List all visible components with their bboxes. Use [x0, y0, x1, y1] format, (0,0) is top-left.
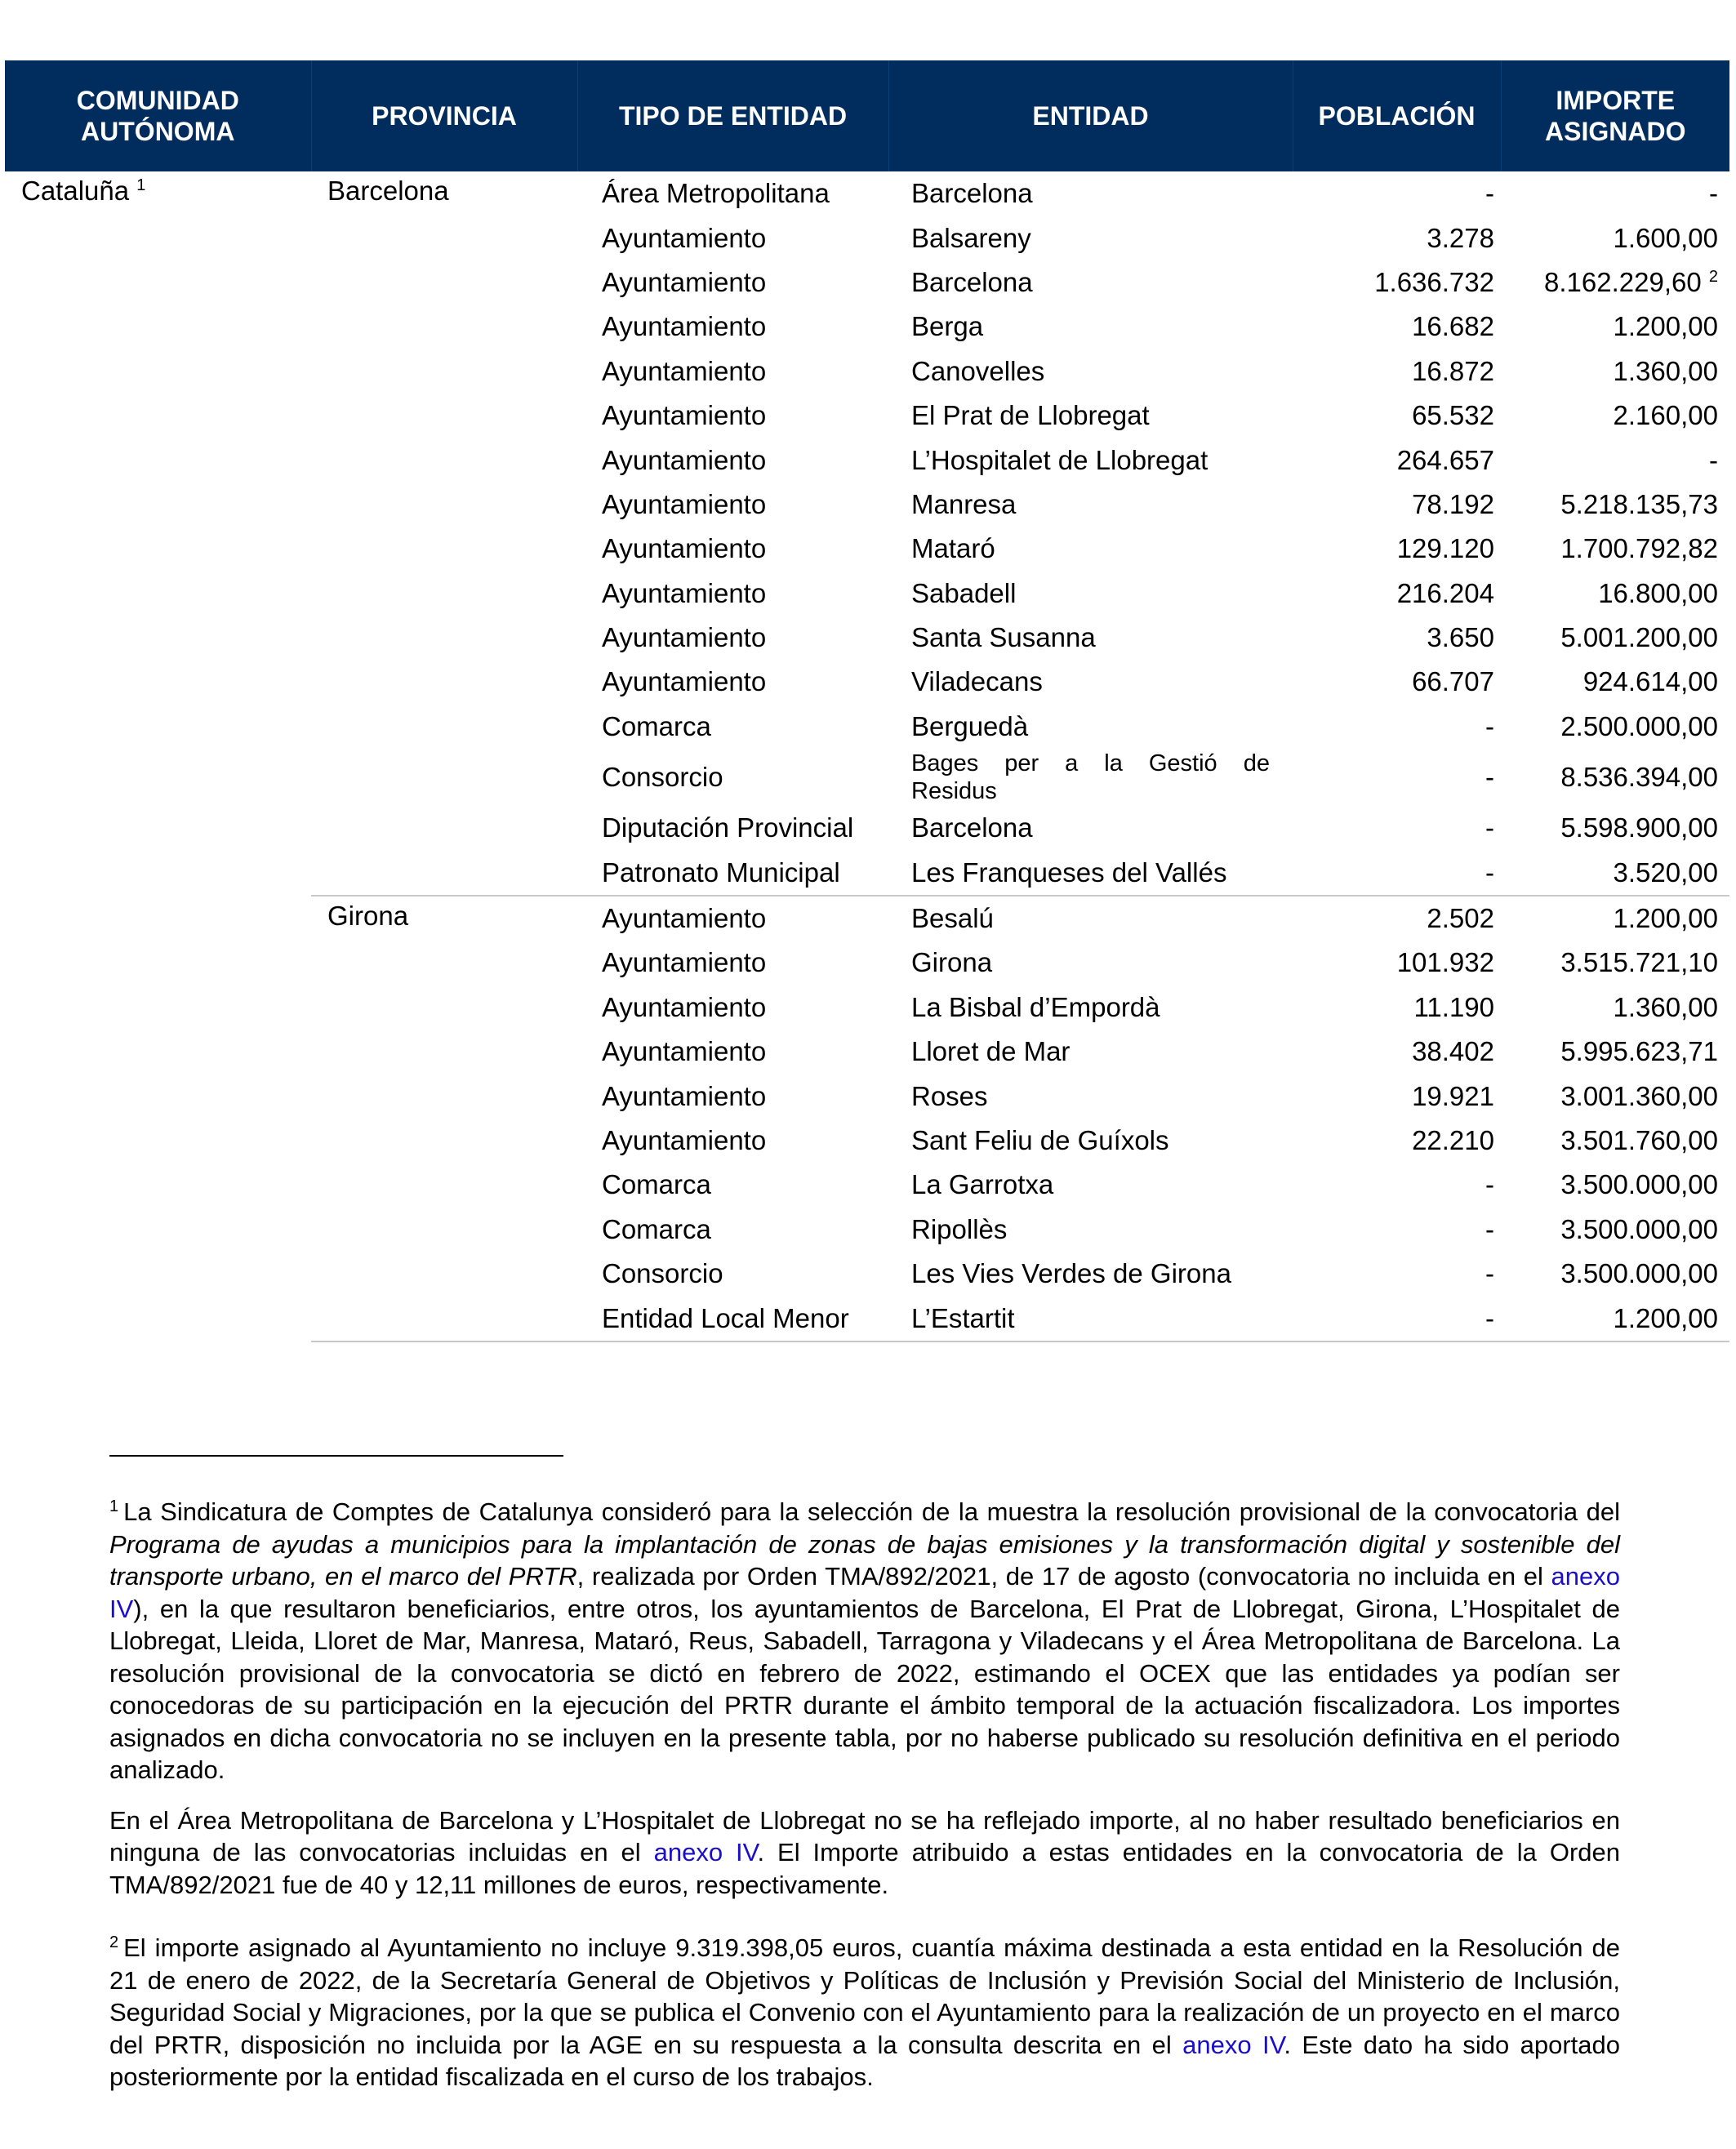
footnote-1-number: 1	[109, 1497, 119, 1515]
table-header	[5, 60, 1729, 171]
importe-value: 3.500.000,00	[1560, 1169, 1718, 1200]
entidad-line-1	[911, 750, 1293, 777]
importe-value: 3.501.760,00	[1560, 1125, 1718, 1155]
importe-value: 8.536.394,00	[1560, 762, 1718, 793]
footnote-2-number: 2	[109, 1933, 119, 1951]
cell-poblacion: 65.532	[1412, 400, 1494, 431]
cell-entidad: L’Hospitalet de Llobregat	[911, 444, 1209, 475]
importe-value: 1.200,00	[1613, 1302, 1718, 1333]
cell-poblacion: -	[1485, 762, 1494, 793]
cell-poblacion: 66.707	[1412, 666, 1494, 697]
cell-poblacion: 101.932	[1396, 947, 1494, 978]
cell-tipo: Ayuntamiento	[602, 622, 767, 653]
footnote-2-anexo-link[interactable]: anexo IV	[1182, 2030, 1284, 2059]
cell-poblacion: 3.650	[1427, 622, 1494, 653]
footnote-1b-text-b: . El Importe atribuido a estas entidades en la convocatoria de la Orden TMA/892/2021 fue de 40 y 12,11 millones de euros, respectivamente.	[109, 1838, 1620, 1899]
cell-poblacion: 11.190	[1413, 991, 1494, 1022]
cell-tipo: Ayuntamiento	[602, 488, 767, 519]
cell-tipo: Ayuntamiento	[602, 533, 767, 564]
cell-entidad: Balsareny	[911, 222, 1031, 253]
cell-provincia: Girona	[311, 896, 577, 1341]
importe-value: 2.160,00	[1613, 400, 1718, 431]
footnote-ref-2: 2	[1708, 267, 1718, 286]
header-importe: IMPORTE ASIGNADO	[1501, 60, 1729, 171]
cell-entidad: Besalú	[911, 903, 994, 934]
cell-tipo: Ayuntamiento	[602, 666, 767, 697]
cell-poblacion: -	[1485, 812, 1494, 843]
importe-value: 3.515.721,10	[1560, 947, 1718, 978]
cell-tipo: Diputación Provincial	[602, 812, 854, 843]
entidad-word: Gestió	[1148, 750, 1217, 777]
cell-entidad: La Garrotxa	[911, 1169, 1054, 1200]
cell-importe	[1501, 438, 1729, 482]
importe-value: 924.614,00	[1582, 666, 1718, 697]
cell-importe	[1501, 171, 1729, 216]
cell-importe	[1501, 483, 1729, 527]
cell-poblacion: 78.192	[1412, 488, 1494, 519]
importe-value: 1.200,00	[1613, 311, 1718, 342]
cell-tipo: Ayuntamiento	[602, 400, 767, 431]
comunidad-name: Cataluña	[21, 176, 130, 206]
footnote-2-text-a: El importe asignado al Ayuntamiento no incluye 9.319.398,05 euros, cuantía máxima destinada a esta entidad en la Resolución de 21 de enero de 2022, de la Secretaría General de Objetivos y Políticas de Inclusión y Previsión Social del Ministerio de Inclusión, Seguridad Social y Migraciones, por la que se publica el Convenio con el Ayuntamiento para la realización de un proyecto en el marco del PRTR, disposición no incluida por la AGE en su respuesta a la consulta descrita en el	[109, 1933, 1620, 2059]
cell-entidad: Manresa	[911, 488, 1017, 519]
cell-poblacion: 129.120	[1396, 533, 1494, 564]
cell-tipo: Ayuntamiento	[602, 1125, 767, 1155]
footnote-1	[109, 1496, 1620, 1786]
cell-poblacion: -	[1293, 850, 1501, 895]
cell-entidad: Sabadell	[911, 577, 1017, 608]
importe-value: -	[1709, 178, 1718, 209]
cell-tipo: Ayuntamiento	[602, 991, 767, 1022]
footnote-1-text-b: , realizada por Orden TMA/892/2021, de 17 de agosto (convocatoria no incluida en el	[576, 1562, 1551, 1591]
cell-entidad: Barcelona	[911, 178, 1033, 209]
cell-poblacion: -	[1485, 178, 1494, 209]
cell-poblacion: 38.402	[1412, 1036, 1494, 1067]
table-body	[5, 171, 1729, 1341]
cell-entidad: Viladecans	[911, 666, 1043, 697]
entidad-word: a	[1065, 750, 1079, 777]
cell-tipo: Ayuntamiento	[602, 444, 767, 475]
footnote-1-text-a: La Sindicatura de Comptes de Catalunya consideró para la selección de la muestra la resolución provisional de la convocatoria del	[123, 1497, 1620, 1526]
cell-entidad	[888, 749, 1293, 806]
cell-importe	[1501, 1296, 1729, 1341]
footnote-1b-anexo-link[interactable]: anexo IV	[653, 1838, 758, 1866]
importe-value: 8.162.229,60	[1544, 266, 1702, 297]
cell-importe	[1501, 216, 1729, 260]
cell-entidad: Berguedà	[911, 710, 1029, 741]
cell-importe	[1501, 1208, 1729, 1252]
cell-poblacion: -	[1485, 1169, 1494, 1200]
cell-poblacion: -	[1485, 1258, 1494, 1289]
cell-importe	[1501, 1252, 1729, 1296]
importe-value: 2.500.000,00	[1560, 710, 1718, 741]
footnote-1-anexo-link[interactable]: anexo IV	[109, 1562, 1621, 1623]
cell-entidad: Les Franqueses del Vallés	[888, 850, 1293, 895]
cell-importe	[1501, 1119, 1729, 1163]
cell-poblacion: 264.657	[1396, 444, 1494, 475]
cell-importe	[1501, 260, 1729, 305]
cell-tipo: Consorcio	[602, 762, 723, 793]
cell-importe	[1501, 1163, 1729, 1207]
cell-poblacion: 19.921	[1412, 1080, 1494, 1111]
cell-tipo: Comarca	[602, 1169, 711, 1200]
cell-tipo: Ayuntamiento	[602, 222, 767, 253]
cell-tipo: Comarca	[602, 1213, 711, 1244]
cell-entidad: Santa Susanna	[911, 622, 1096, 653]
importe-value: 1.600,00	[1613, 222, 1718, 253]
cell-importe	[1501, 394, 1729, 438]
cell-tipo: Ayuntamiento	[602, 1036, 767, 1067]
footnote-ref-1: 1	[136, 176, 146, 194]
cell-tipo: Ayuntamiento	[602, 355, 767, 386]
cell-tipo: Ayuntamiento	[602, 947, 767, 978]
footnote-1-program-title: Programa de ayudas a municipios para la implantación de zonas de bajas emisiones y la transformación digital y sostenible del transporte urbano, en el marco del PRTR	[109, 1529, 1620, 1591]
importe-value: 3.001.360,00	[1560, 1080, 1718, 1111]
importe-value: 3.520,00	[1613, 856, 1718, 888]
cell-entidad: Barcelona	[911, 266, 1033, 297]
header-comunidad: COMUNIDAD AUTÓNOMA	[5, 60, 311, 171]
cell-importe	[1501, 896, 1729, 941]
entities-table	[5, 60, 1729, 1342]
cell-poblacion: 22.210	[1412, 1125, 1494, 1155]
cell-poblacion: 2.502	[1427, 903, 1494, 934]
cell-poblacion: 3.278	[1427, 222, 1494, 253]
importe-value: -	[1709, 444, 1718, 475]
cell-entidad: Mataró	[911, 533, 995, 564]
importe-value: 3.500.000,00	[1560, 1258, 1718, 1289]
footnote-2-text-b: . Este dato ha sido aportado posteriormente por la entidad fiscalizada en el curso de los trabajos.	[109, 2030, 1620, 2091]
entidad-line-2: Residus	[911, 778, 997, 805]
entidad-word: de	[1243, 750, 1270, 777]
importe-value: 3.500.000,00	[1560, 1213, 1718, 1244]
cell-importe	[1501, 941, 1729, 985]
cell-tipo: Ayuntamiento	[602, 311, 767, 342]
footnote-2	[109, 1932, 1620, 2093]
cell-entidad: Les Vies Verdes de Girona	[911, 1258, 1231, 1289]
cell-poblacion: 16.682	[1412, 311, 1494, 342]
cell-poblacion: -	[1293, 1296, 1501, 1341]
cell-entidad: Berga	[911, 311, 984, 342]
importe-value: 1.700.792,82	[1560, 533, 1718, 564]
cell-provincia: Barcelona	[311, 171, 577, 896]
header-provincia: PROVINCIA	[311, 60, 577, 171]
cell-importe	[1501, 850, 1729, 895]
cell-importe	[1501, 349, 1729, 394]
importe-value: 5.218.135,73	[1560, 488, 1718, 519]
cell-comunidad	[5, 171, 311, 1341]
cell-entidad: Lloret de Mar	[911, 1036, 1071, 1067]
cell-importe	[1501, 572, 1729, 616]
cell-entidad: Barcelona	[911, 812, 1033, 843]
cell-poblacion: -	[1485, 1213, 1494, 1244]
cell-entidad: Sant Feliu de Guíxols	[911, 1125, 1169, 1155]
importe-value: 16.800,00	[1598, 577, 1718, 608]
cell-poblacion: 1.636.732	[1374, 266, 1494, 297]
entidad-word: Bages	[911, 750, 979, 777]
entidad-word: la	[1104, 750, 1123, 777]
cell-poblacion: -	[1485, 710, 1494, 741]
entidad-word: per	[1004, 750, 1039, 777]
footnotes	[109, 1496, 1620, 2093]
importe-value: 1.360,00	[1613, 991, 1718, 1022]
footnote-1b-text-a: En el Área Metropolitana de Barcelona y L’Hospitalet de Llobregat no se ha reflejado importe, al no haber resultado beneficiarios en ninguna de las convocatorias incluidas en el	[109, 1805, 1620, 1866]
entities-table-container	[5, 60, 1729, 1342]
footnote-1-continuation	[109, 1804, 1620, 1902]
cell-poblacion: 216.204	[1396, 577, 1494, 608]
cell-tipo: Ayuntamiento	[602, 266, 767, 297]
table-row	[5, 171, 1729, 216]
header-tipo: TIPO DE ENTIDAD	[577, 60, 888, 171]
cell-tipo: Entidad Local Menor	[577, 1296, 888, 1341]
importe-value: 5.995.623,71	[1560, 1036, 1718, 1067]
importe-value: 5.598.900,00	[1560, 812, 1718, 843]
cell-tipo: Área Metropolitana	[602, 178, 830, 209]
cell-tipo: Ayuntamiento	[602, 577, 767, 608]
cell-entidad: El Prat de Llobregat	[911, 400, 1150, 431]
cell-tipo: Ayuntamiento	[602, 903, 767, 934]
cell-entidad: L’Estartit	[888, 1296, 1293, 1341]
footnote-separator	[109, 1455, 563, 1457]
cell-entidad: Ripollès	[911, 1213, 1008, 1244]
footnote-1-text-c: ), en la que resultaron beneficiarios, entre otros, los ayuntamientos de Barcelona, El Prat de Llobregat, Girona, L’Hospitalet de Llobregat, Lleida, Lloret de Mar, Manresa, Mataró, Reus, Sabadell, Tarragona y Viladecans y el Área Metropolitana de Barcelona. La resolución provisional de la convocatoria se dictó en febrero de 2022, estimando el OCEX que las entidades ya podían ser conocedoras de su participación en la ejecución del PRTR durante el ámbito temporal de la actuación fiscalizadora. Los importes asignados en dicha convocatoria no se incluyen en la presente tabla, por no haberse publicado su resolución definitiva en el periodo analizado.	[109, 1594, 1620, 1784]
cell-tipo: Comarca	[602, 710, 711, 741]
cell-importe	[1501, 705, 1729, 749]
cell-importe	[1501, 616, 1729, 660]
cell-tipo: Consorcio	[602, 1258, 723, 1289]
cell-entidad: Girona	[911, 947, 993, 978]
header-poblacion: POBLACIÓN	[1293, 60, 1501, 171]
cell-tipo: Ayuntamiento	[602, 1080, 767, 1111]
cell-importe	[1501, 305, 1729, 349]
cell-importe	[1501, 527, 1729, 571]
cell-tipo: Patronato Municipal	[577, 850, 888, 895]
cell-poblacion: 16.872	[1412, 355, 1494, 386]
importe-value: 5.001.200,00	[1560, 622, 1718, 653]
cell-importe	[1501, 1074, 1729, 1118]
cell-importe	[1501, 1030, 1729, 1074]
header-entidad: ENTIDAD	[888, 60, 1293, 171]
importe-value: 1.360,00	[1613, 355, 1718, 386]
cell-entidad: La Bisbal d’Empordà	[911, 991, 1160, 1022]
cell-importe	[1501, 806, 1729, 850]
cell-importe	[1501, 749, 1729, 806]
cell-entidad: Canovelles	[911, 355, 1045, 386]
cell-entidad: Roses	[911, 1080, 988, 1111]
cell-importe	[1501, 660, 1729, 704]
cell-importe	[1501, 986, 1729, 1030]
importe-value: 1.200,00	[1613, 903, 1718, 934]
